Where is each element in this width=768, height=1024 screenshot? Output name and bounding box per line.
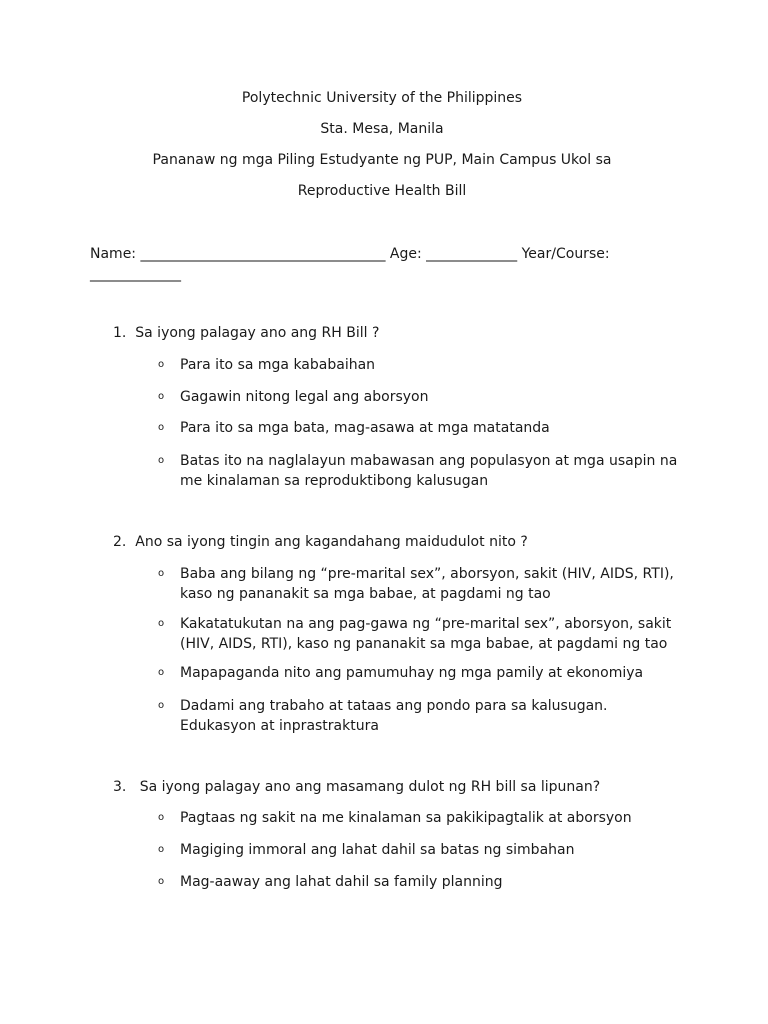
question-2-option-2: [158, 614, 678, 654]
bullet-circle-icon: o: [158, 876, 165, 887]
option-text: Mapapaganda nito ang pamumuhay ng mga pamily at ekonomiya: [180, 665, 644, 681]
bullet-circle-icon: o: [158, 391, 165, 402]
bullet-circle-icon: o: [158, 568, 165, 579]
question-1: 1. Sa iyong palagay ano ang RH Bill ?: [113, 325, 380, 341]
question-3: 3. Sa iyong palagay ano ang masamang dulot ng RH bill sa lipunan?: [113, 779, 601, 795]
university-name: Polytechnic University of the Philippines: [241, 90, 523, 106]
question-3-option-3: [158, 872, 678, 892]
question-2-option-1: [158, 564, 678, 604]
option-text: Dadami ang trabaho at tataas ang pondo para sa kalusugan. Edukasyon at inprastraktura: [180, 698, 608, 734]
option-text: Batas ito na naglalayun mabawasan ang populasyon at mga usapin na me kinalaman sa reproduktibong kalusugan: [180, 453, 678, 489]
option-text: Magiging immoral ang lahat dahil sa batas ng simbahan: [180, 842, 575, 858]
bullet-circle-icon: o: [158, 700, 165, 711]
option-text: Gagawin nitong legal ang aborsyon: [180, 389, 429, 405]
question-1-option-2: [158, 387, 678, 407]
question-1-option-1: [158, 355, 678, 375]
question-2-option-3: [158, 663, 678, 683]
bullet-circle-icon: o: [158, 359, 165, 370]
bullet-circle-icon: o: [158, 455, 165, 466]
option-text: Para ito sa mga bata, mag-asawa at mga matatanda: [180, 420, 550, 436]
option-text: Mag-aaway ang lahat dahil sa family planning: [180, 874, 503, 890]
university-location: Sta. Mesa, Manila: [320, 121, 444, 137]
option-text: Baba ang bilang ng “pre-marital sex”, aborsyon, sakit (HIV, AIDS, RTI), kaso ng pananakit sa mga babae, at pagdami ng tao: [180, 566, 674, 602]
bullet-circle-icon: o: [158, 618, 165, 629]
question-3-option-1: [158, 808, 678, 828]
survey-title-line-1: Pananaw ng mga Piling Estudyante ng PUP, Main Campus Ukol sa: [152, 152, 612, 168]
option-text: Pagtaas ng sakit na me kinalaman sa pakikipagtalik at aborsyon: [180, 810, 632, 826]
survey-title-line-2: Reproductive Health Bill: [297, 183, 467, 199]
bullet-circle-icon: o: [158, 844, 165, 855]
bullet-circle-icon: o: [158, 812, 165, 823]
option-text: Para ito sa mga kababaihan: [180, 357, 376, 373]
question-1-option-3: [158, 418, 678, 438]
question-2: 2. Ano sa iyong tingin ang kagandahang maidudulot nito ?: [113, 534, 528, 550]
bullet-circle-icon: o: [158, 422, 165, 433]
bullet-circle-icon: o: [158, 667, 165, 678]
respondent-info-fields: Name: ___________________________________ Age: _____________ Year/Course: _____________: [90, 246, 615, 282]
option-text: Kakatatukutan na ang pag-gawa ng “pre-marital sex”, aborsyon, sakit (HIV, AIDS, RTI), kaso ng pananakit sa mga babae, at pagdami ng tao: [180, 616, 672, 652]
question-2-option-4: [158, 696, 678, 736]
question-3-option-2: [158, 840, 678, 860]
question-1-option-4: [158, 451, 678, 491]
